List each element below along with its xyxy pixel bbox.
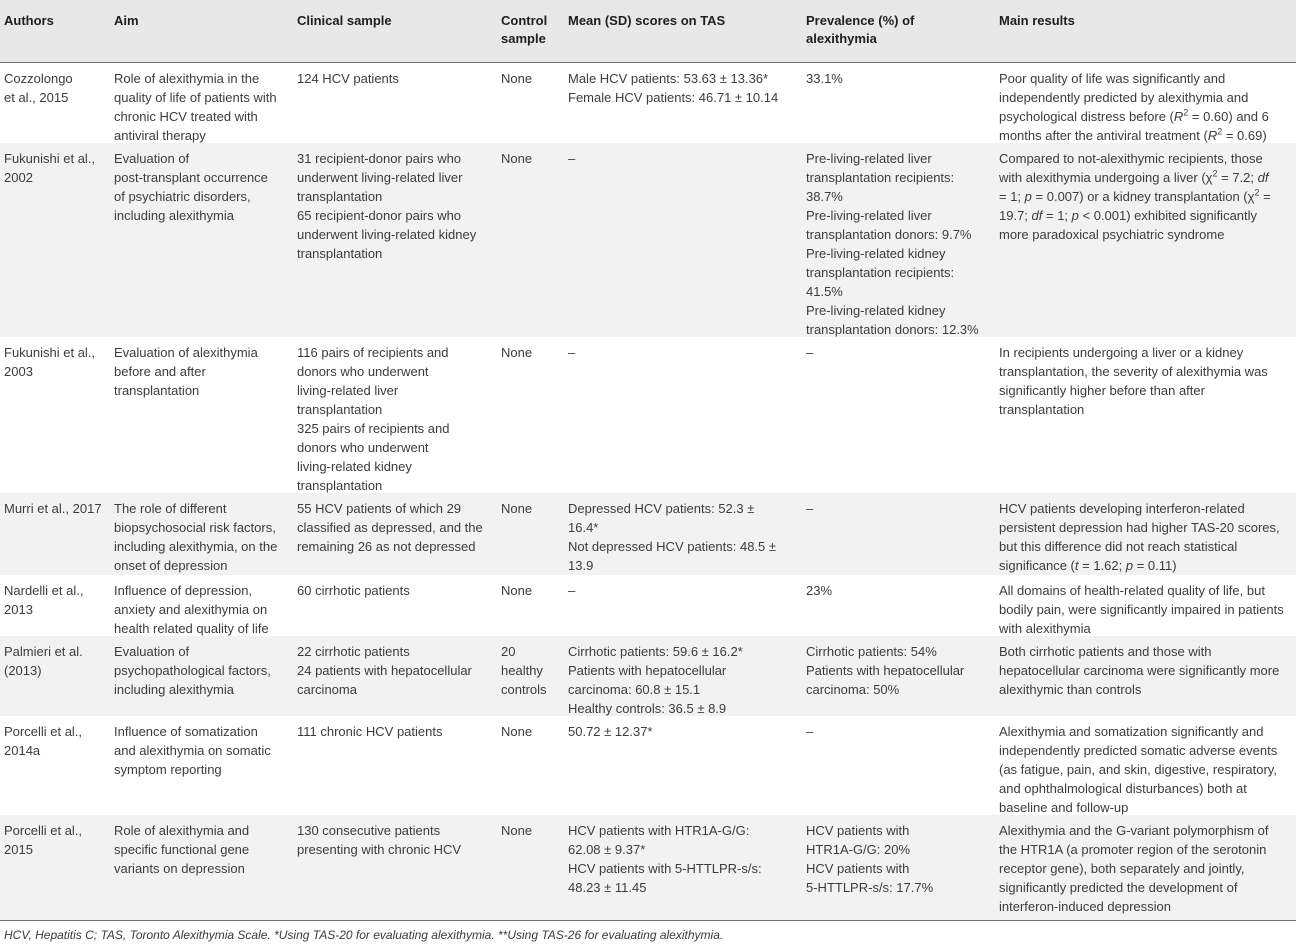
cell-line: None <box>501 151 533 166</box>
cell-authors <box>4 722 82 760</box>
cell-line: transplantation recipients: <box>806 170 955 185</box>
cell-line: baseline and follow-up <box>999 800 1129 815</box>
cell-line: None <box>501 724 533 739</box>
cell-authors <box>4 149 95 187</box>
stat-symbol: R <box>1207 128 1218 143</box>
cell-line: of psychiatric disorders, <box>114 189 251 204</box>
header-aim: Aim <box>114 13 139 28</box>
cell-clinical-sample <box>297 642 472 699</box>
cell-line: Healthy controls: 36.5 ± 8.9 <box>568 701 727 716</box>
cell-line: variants on depression <box>114 861 245 876</box>
cell-line: quality of life of patients with <box>114 90 277 105</box>
cell-line: before and after <box>114 364 206 379</box>
cell-line: 2003 <box>4 364 33 379</box>
cell-prevalence <box>806 821 933 897</box>
cell-line: specific functional gene <box>114 842 250 857</box>
cell-line: underwent living-related kidney <box>297 227 477 242</box>
cell-line: Porcelli et al., <box>4 724 83 739</box>
header-main-results: Main results <box>999 13 1075 28</box>
header-clinical-sample: Clinical sample <box>297 13 392 28</box>
cell-line: 24 patients with hepatocellular <box>297 663 472 678</box>
cell-line: chronic HCV treated with <box>114 109 258 124</box>
cell-authors <box>4 581 83 619</box>
cell-line: 22 cirrhotic patients <box>297 644 410 659</box>
cell-line <box>999 187 1271 206</box>
cell-line: transplantation <box>297 189 383 204</box>
cell-main-results <box>999 343 1268 419</box>
stat-symbol: df <box>1257 170 1269 185</box>
cell-line: independently predicted by alexithymia and <box>999 90 1249 105</box>
cell-line: psychopathological factors, <box>114 663 271 678</box>
cell-line: symptom reporting <box>114 762 222 777</box>
cell-authors <box>4 499 102 518</box>
cell-line: (as fatigue, pain, and skin, digestive, respiratory, <box>999 762 1277 777</box>
cell-line: 41.5% <box>806 284 843 299</box>
cell-line: with alexithymia <box>999 621 1091 636</box>
cell-clinical-sample <box>297 722 442 741</box>
cell-line: None <box>501 823 533 838</box>
text-fragment: = 1; <box>999 189 1025 204</box>
cell-line: None <box>501 345 533 360</box>
stat-symbol: p <box>1024 189 1032 204</box>
cell-line: 2014a <box>4 743 41 758</box>
cell-prevalence <box>806 581 832 600</box>
stat-symbol: p <box>1071 208 1079 223</box>
cell-line: 60 cirrhotic patients <box>297 583 410 598</box>
superscript: 2 <box>1212 168 1218 179</box>
cell-line: Pre-living-related kidney <box>806 303 946 318</box>
cell-aim <box>114 581 269 638</box>
cell-line: carcinoma <box>297 682 357 697</box>
table-header <box>0 0 1296 63</box>
cell-mean-scores <box>568 581 575 600</box>
cell-line: Alexithymia and somatization significantly and <box>999 724 1264 739</box>
table-row <box>0 815 1296 920</box>
cell-line: underwent living-related liver <box>297 170 463 185</box>
header-control-line: sample <box>501 31 546 46</box>
cell-line: Role of alexithymia in the <box>114 71 260 86</box>
cell-control-sample <box>501 499 532 518</box>
cell-line: Role of alexithymia and <box>114 823 250 838</box>
cell-aim <box>114 69 277 145</box>
header-prevalence-line: alexithymia <box>806 31 877 46</box>
cell-line: – <box>806 501 814 516</box>
cell-main-results <box>999 821 1269 916</box>
cell-line: antiviral therapy <box>114 128 206 143</box>
cell-control-sample <box>501 343 532 362</box>
cell-line: Patients with hepatocellular <box>806 663 965 678</box>
cell-line: and ophthalmological disturbances) both at <box>999 781 1247 796</box>
cell-prevalence <box>806 149 979 339</box>
cell-line: transplantation donors: 9.7% <box>806 227 972 242</box>
cell-line: remaining 26 as not depressed <box>297 539 476 554</box>
text-fragment: = 0.11) <box>1133 558 1177 573</box>
cell-aim <box>114 722 271 779</box>
cell-clinical-sample <box>297 821 461 859</box>
stat-symbol: R <box>1173 109 1184 124</box>
cell-aim <box>114 343 258 400</box>
cell-authors <box>4 642 83 680</box>
cell-line: – <box>568 345 576 360</box>
cell-line: anxiety and alexithymia on <box>114 602 268 617</box>
cell-line: receptor gene), both separately and jointly, <box>999 861 1245 876</box>
cell-line: hepatocellular carcinoma were significantly more <box>999 663 1280 678</box>
cell-line: more paradoxical psychiatric syndrome <box>999 227 1225 242</box>
header-prevalence <box>806 12 914 48</box>
cell-line: Patients with hepatocellular <box>568 663 727 678</box>
cell-line: 33.1% <box>806 71 843 86</box>
cell-clinical-sample <box>297 149 476 263</box>
cell-line: transplantation <box>297 246 383 261</box>
cell-line: – <box>806 724 814 739</box>
table-row <box>0 493 1296 575</box>
cell-control-sample <box>501 722 532 741</box>
cell-main-results <box>999 69 1269 145</box>
cell-line: 124 HCV patients <box>297 71 399 86</box>
cell-line: et al., 2015 <box>4 90 69 105</box>
cell-line: 2015 <box>4 842 33 857</box>
superscript: 2 <box>1183 107 1189 118</box>
cell-line: The role of different <box>114 501 227 516</box>
cell-line: donors who underwent <box>297 440 429 455</box>
cell-line: onset of depression <box>114 558 228 573</box>
text-fragment: 19.7; <box>999 208 1032 223</box>
cell-line: living-related kidney <box>297 459 412 474</box>
cell-line: Fukunishi et al., <box>4 345 96 360</box>
cell-line: HCV patients with <box>806 861 910 876</box>
text-fragment: = 7.2; <box>1217 170 1258 185</box>
cell-line: 130 consecutive patients <box>297 823 441 838</box>
cell-line: bodily pain, were significantly impaired in patients <box>999 602 1284 617</box>
cell-line: Male HCV patients: 53.63 ± 13.36* <box>568 71 769 86</box>
cell-line: but this difference did not reach statistical <box>999 539 1238 554</box>
cell-line: 48.23 ± 11.45 <box>568 880 647 895</box>
cell-line: Nardelli et al., <box>4 583 84 598</box>
cell-line: 62.08 ± 9.37* <box>568 842 646 857</box>
cell-control-sample <box>501 821 532 840</box>
cell-mean-scores <box>568 69 778 107</box>
cell-control-sample <box>501 69 532 88</box>
cell-line: Evaluation of alexithymia <box>114 345 258 360</box>
cell-line: Cirrhotic patients: 54% <box>806 644 937 659</box>
cell-main-results <box>999 581 1284 638</box>
cell-authors <box>4 69 73 107</box>
cell-line: post-transplant occurrence <box>114 170 268 185</box>
cell-line: All domains of health-related quality of life, but <box>999 583 1265 598</box>
cell-line: including alexithymia <box>114 208 234 223</box>
cell-line: Evaluation of <box>114 151 190 166</box>
cell-line: biopsychosocial risk factors, <box>114 520 276 535</box>
cell-line <box>999 206 1271 225</box>
cell-line: HTR1A-G/G: 20% <box>806 842 911 857</box>
cell-line: transplantation <box>999 402 1085 417</box>
header-control-line: Control <box>501 13 548 28</box>
cell-mean-scores <box>568 149 575 168</box>
cell-line: significantly predicted the development of <box>999 880 1238 895</box>
cell-mean-scores <box>568 499 776 575</box>
cell-line: 2013 <box>4 602 33 617</box>
cell-aim <box>114 821 249 878</box>
cell-line: significantly higher before than after <box>999 383 1205 398</box>
cell-clinical-sample <box>297 499 483 556</box>
cell-line: 65 recipient-donor pairs who <box>297 208 462 223</box>
cell-line: 325 pairs of recipients and <box>297 421 450 436</box>
cell-line: donors who underwent <box>297 364 429 379</box>
cell-line: classified as depressed, and the <box>297 520 483 535</box>
table-bottom-rule <box>0 920 1296 921</box>
cell-line: 13.9 <box>568 558 594 573</box>
superscript: 2 <box>1254 187 1260 198</box>
cell-line: health related quality of life <box>114 621 269 636</box>
cell-line: Influence of depression, <box>114 583 253 598</box>
cell-line: Alexithymia and the G-variant polymorphism of <box>999 823 1269 838</box>
cell-line: 16.4* <box>568 520 599 535</box>
cell-line: alexithymic than controls <box>999 682 1142 697</box>
cell-line: Pre-living-related kidney <box>806 246 946 261</box>
cell-line: Porcelli et al., <box>4 823 83 838</box>
text-fragment: < 0.001) exhibited significantly <box>1078 208 1258 223</box>
superscript: 2 <box>1217 126 1223 137</box>
cell-line: None <box>501 71 533 86</box>
cell-line: Fukunishi et al., <box>4 151 96 166</box>
cell-line: including alexithymia, on the <box>114 539 278 554</box>
cell-line: Poor quality of life was significantly and <box>999 71 1226 86</box>
cell-prevalence <box>806 69 843 88</box>
text-fragment: with alexithymia undergoing a liver (χ <box>999 170 1213 185</box>
cell-line: transplantation <box>114 383 200 398</box>
cell-aim <box>114 499 277 575</box>
header-mean-scores: Mean (SD) scores on TAS <box>568 13 726 28</box>
cell-line: healthy <box>501 663 543 678</box>
cell-line: interferon-induced depression <box>999 899 1171 914</box>
cell-line: – <box>806 345 814 360</box>
cell-line: Cozzolongo <box>4 71 73 86</box>
cell-line <box>999 107 1269 126</box>
cell-line: None <box>501 501 533 516</box>
cell-aim <box>114 149 268 225</box>
cell-line: 116 pairs of recipients and <box>297 345 449 360</box>
cell-authors <box>4 821 82 859</box>
cell-line: None <box>501 583 533 598</box>
cell-main-results <box>999 642 1279 699</box>
cell-line: living-related liver <box>297 383 399 398</box>
cell-line: and alexithymia on somatic <box>114 743 271 758</box>
cell-line: transplantation <box>297 478 383 493</box>
cell-line: carcinoma: 60.8 ± 15.1 <box>568 682 701 697</box>
cell-prevalence <box>806 722 813 741</box>
cell-prevalence <box>806 343 813 362</box>
cell-mean-scores <box>568 821 762 897</box>
cell-line: Palmieri et al. <box>4 644 83 659</box>
cell-line: persistent depression had higher TAS-20 scores, <box>999 520 1280 535</box>
cell-clinical-sample <box>297 69 399 88</box>
cell-line: 23% <box>806 583 833 598</box>
table-row <box>0 575 1296 636</box>
header-prevalence-line: Prevalence (%) of <box>806 13 915 28</box>
cell-line: Evaluation of <box>114 644 190 659</box>
stat-symbol: t <box>1074 558 1079 573</box>
text-fragment: = 0.60) and 6 <box>1188 109 1269 124</box>
cell-line: (2013) <box>4 663 42 678</box>
cell-line: Not depressed HCV patients: 48.5 ± <box>568 539 777 554</box>
cell-line: HCV patients with 5-HTTLPR-s/s: <box>568 861 762 876</box>
stat-symbol: df <box>1031 208 1043 223</box>
cell-prevalence <box>806 499 813 518</box>
cell-authors <box>4 343 95 381</box>
header-authors: Authors <box>4 13 54 28</box>
cell-main-results <box>999 149 1271 244</box>
table-row <box>0 143 1296 337</box>
cell-line: the HTR1A (a promoter region of the serotonin <box>999 842 1267 857</box>
table-row <box>0 716 1296 815</box>
cell-line: 5-HTTLPR-s/s: 17.7% <box>806 880 934 895</box>
table-footnote: HCV, Hepatitis C; TAS, Toronto Alexithymia Scale. *Using TAS-20 for evaluating alexithymia. **Using TAS-26 for evaluating alexithymia. <box>4 928 724 942</box>
header-control-sample <box>501 12 547 48</box>
cell-line: Pre-living-related liver <box>806 151 932 166</box>
text-fragment: = 0.69) <box>1222 128 1267 143</box>
table-row <box>0 63 1296 143</box>
cell-line: – <box>568 583 576 598</box>
cell-line: Both cirrhotic patients and those with <box>999 644 1212 659</box>
cell-line: 2002 <box>4 170 33 185</box>
cell-control-sample <box>501 642 547 699</box>
cell-line: 55 HCV patients of which 29 <box>297 501 462 516</box>
cell-line: including alexithymia <box>114 682 234 697</box>
cell-line: 50.72 ± 12.37* <box>568 724 653 739</box>
cell-line: 20 <box>501 644 516 659</box>
cell-line <box>999 168 1271 187</box>
cell-line: transplantation recipients: <box>806 265 955 280</box>
cell-line: HCV patients with <box>806 823 910 838</box>
cell-mean-scores <box>568 722 652 741</box>
cell-line: transplantation, the severity of alexithymia was <box>999 364 1268 379</box>
cell-line: HCV patients with HTR1A-G/G: <box>568 823 750 838</box>
cell-line: 111 chronic HCV patients <box>297 724 443 739</box>
cell-line: HCV patients developing interferon-related <box>999 501 1245 516</box>
cell-line: 38.7% <box>806 189 843 204</box>
cell-line: Compared to not-alexithymic recipients, those <box>999 151 1263 166</box>
cell-line: Influence of somatization <box>114 724 258 739</box>
cell-line: transplantation <box>297 402 383 417</box>
cell-clinical-sample <box>297 581 410 600</box>
cell-control-sample <box>501 149 532 168</box>
text-fragment: = <box>1259 189 1271 204</box>
text-fragment: psychological distress before ( <box>999 109 1174 124</box>
cell-aim <box>114 642 271 699</box>
cell-line: transplantation donors: 12.3% <box>806 322 979 337</box>
text-fragment: = 1.62; <box>1078 558 1126 573</box>
text-fragment: months after the antiviral treatment ( <box>999 128 1208 143</box>
text-fragment: = 1; <box>1042 208 1072 223</box>
cell-line: – <box>568 151 576 166</box>
cell-control-sample <box>501 581 532 600</box>
cell-line: presenting with chronic HCV <box>297 842 462 857</box>
cell-line: Depressed HCV patients: 52.3 ± <box>568 501 755 516</box>
text-fragment: significance ( <box>999 558 1075 573</box>
cell-main-results <box>999 722 1277 817</box>
table-row <box>0 337 1296 493</box>
cell-clinical-sample <box>297 343 449 495</box>
table-row <box>0 636 1296 716</box>
cell-line: carcinoma: 50% <box>806 682 900 697</box>
cell-line: Female HCV patients: 46.71 ± 10.14 <box>568 90 779 105</box>
cell-line: 31 recipient-donor pairs who <box>297 151 462 166</box>
cell-line: Murri et al., 2017 <box>4 501 102 516</box>
stat-symbol: p <box>1125 558 1134 573</box>
cell-line <box>999 556 1280 575</box>
cell-main-results <box>999 499 1280 575</box>
cell-line: independently predicted somatic adverse events <box>999 743 1278 758</box>
cell-mean-scores <box>568 642 743 718</box>
cell-line: Pre-living-related liver <box>806 208 932 223</box>
cell-prevalence <box>806 642 964 699</box>
cell-line: Cirrhotic patients: 59.6 ± 16.2* <box>568 644 743 659</box>
text-fragment: = 0.007) or a kidney transplantation (χ <box>1031 189 1255 204</box>
cell-mean-scores <box>568 343 575 362</box>
cell-line: controls <box>501 682 547 697</box>
cell-line: In recipients undergoing a liver or a kidney <box>999 345 1244 360</box>
